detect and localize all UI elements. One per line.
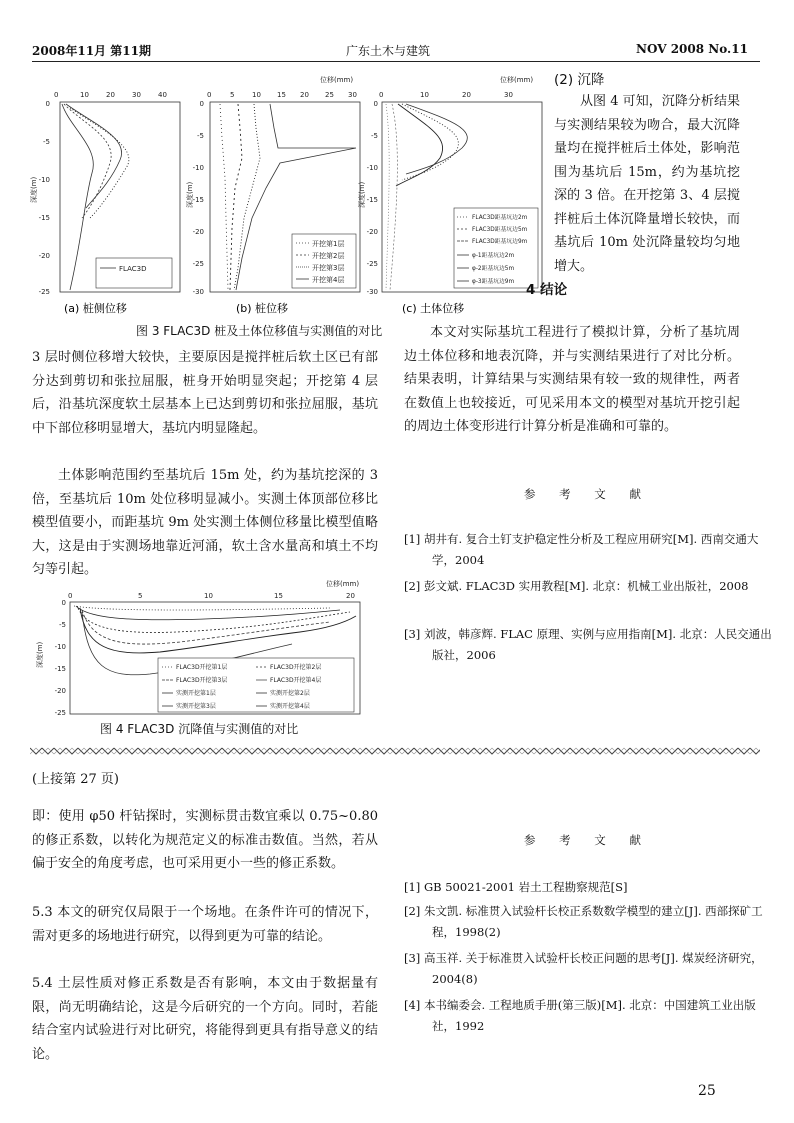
- fig3b-ytick: -30: [192, 288, 204, 296]
- section-4-heading: 4 结论: [526, 282, 568, 298]
- fig4-xtick: 10: [204, 592, 213, 600]
- reference-item: [4] 本书编委会. 工程地质手册(第三版)[M]. 北京：中国建筑工业出版社，1992: [404, 998, 756, 1033]
- fig4-xtick: 5: [138, 592, 143, 600]
- reference-item: [1] GB 50021-2001 岩土工程勘察规范[S]: [404, 880, 628, 894]
- fig3b-legend: 开挖第3层: [312, 264, 345, 272]
- fig3a-xtick: 10: [80, 91, 89, 99]
- fig3c-ytick: -15: [366, 196, 378, 204]
- fig3c-ytick: -10: [366, 164, 378, 172]
- body-paragraph-5-3: 5.3 本文的研究仅局限于一个场地。在条件许可的情况下，需对更多的场地进行研究，以得到更为可靠的结论。: [32, 905, 378, 944]
- fig3a-ytick: -15: [38, 214, 50, 222]
- fig3b-ytick: -10: [192, 164, 204, 172]
- fig3c-legend: FLAC3D距基坑边9m: [472, 239, 528, 245]
- fig3c-legend: φ-1距基坑边2m: [472, 253, 515, 259]
- fig3b-xtick: 30: [348, 91, 357, 99]
- fig3a-ytick: -10: [38, 176, 50, 184]
- fig3c-ylabel: 深度(m): [358, 181, 366, 208]
- fig4-xtick: 15: [274, 592, 283, 600]
- fig3a-ytick: -5: [43, 138, 50, 146]
- fig3a-ylabel: 深度(m): [30, 176, 38, 203]
- references-title: 参 考 文 献: [524, 487, 651, 501]
- fig3b-xtick: 15: [277, 91, 286, 99]
- fig3c-xtick: 20: [462, 91, 471, 99]
- fig3a-xtick: 40: [158, 91, 167, 99]
- figure-3: [30, 68, 550, 344]
- fig3c-legend: FLAC3D距基坑边5m: [472, 227, 528, 233]
- fig3c-ytick: -5: [371, 132, 378, 140]
- fig4-ylabel: 深度(m): [36, 641, 44, 668]
- fig3b-xtick: 25: [325, 91, 334, 99]
- fig4-legend: 实测开挖第3层: [176, 703, 216, 710]
- body-paragraph: 土体影响范围约至基坑后 15m 处，约为基坑挖深的 3 倍，至基坑后 10m 处位移明显减小。实测土体顶部位移比模型值要小，而距基坑 9m 处实测土体侧位移量比模型值略大，这是由于实测场地靠近河涌，软土含水量高和填土不均匀等引起。: [32, 468, 378, 577]
- header-journal-date: 2008年11月 第11期: [32, 44, 151, 58]
- fig3c-ytick: -20: [366, 228, 378, 236]
- fig3b-ytick: -5: [197, 132, 204, 140]
- fig4-ytick: -5: [59, 621, 66, 629]
- figure-3a-plot: [30, 91, 180, 315]
- figure-4-caption: 图 4 FLAC3D 沉降值与实测值的对比: [100, 722, 299, 736]
- fig4-ytick: -25: [54, 709, 66, 717]
- body-paragraph: 3 层时侧位移增大较快，主要原因是搅拌桩后软土区已有部分达到剪切和张拉屈服，桩身开始明显突起；开挖第 4 层后，沿基坑深度软土层基本上已达到剪切和张拉屈服，基坑中下部位移明显增大，基坑内明显隆起。: [32, 350, 378, 436]
- fig3b-xtick: 5: [230, 91, 235, 99]
- fig3a-xtick: 20: [106, 91, 115, 99]
- fig4-legend: 实测开挖第4层: [270, 703, 310, 710]
- fig4-ytick: -10: [54, 643, 66, 651]
- continued-note: (上接第 27 页): [32, 772, 119, 787]
- fig3b-ytick: -15: [192, 196, 204, 204]
- body-paragraph: 即：使用 φ50 杆钻探时，实测标贯击数宜乘以 0.75~0.80 的修正系数，以转化为规范定义的标准击数值。当然，若从偏于安全的角度考虑，也可采用更小一些的修正系数。: [32, 809, 378, 871]
- fig4-legend: 实测开挖第1层: [176, 690, 216, 697]
- fig3a-legend: FLAC3D: [119, 265, 147, 273]
- header-rule: [32, 61, 760, 62]
- conclusion-paragraph: 本文对实际基坑工程进行了模拟计算，分析了基坑周边土体位移和地表沉降，并与实测结果进行了对比分析。结果表明，计算结果与实测结果有较一致的规律性，两者在数值上也较接近，可见采用本文的模型对基坑开挖引起的周边土体变形进行计算分析是准确和可靠的。: [404, 325, 740, 434]
- fig3c-ytick: -25: [366, 260, 378, 268]
- fig3b-legend: 开挖第2层: [312, 252, 345, 260]
- fig3b-ytick: -20: [192, 228, 204, 236]
- fig4-ytick: -15: [54, 665, 66, 673]
- fig3a-ytick: -25: [38, 288, 50, 296]
- fig4-xtick: 0: [68, 592, 73, 600]
- fig3c-legend: φ-3距基坑边9m: [472, 279, 515, 285]
- subsection-settlement: (2) 沉降: [554, 72, 605, 88]
- fig3b-ylabel: 深度(m): [186, 181, 194, 208]
- page-number: 25: [698, 1083, 716, 1099]
- reference-item: [2] 彭文斌. FLAC3D 实用教程[M]. 北京：机械工业出版社，2008: [404, 579, 749, 593]
- fig3b-legend: 开挖第1层: [312, 240, 345, 248]
- header-issue: NOV 2008 No.11: [636, 42, 748, 56]
- figure-3b-plot: [185, 75, 360, 315]
- reference-item: [2] 朱文凯. 标准贯入试验杆长校正系数数学模型的建立[J]. 西部探矿工程，1998(2): [404, 904, 763, 939]
- fig3c-legend: FLAC3D距基坑边2m: [472, 215, 528, 221]
- reference-item: [3] 高玉祥. 关于标准贯入试验杆长校正问题的思考[J]. 煤炭经济研究，2004(8): [404, 951, 763, 986]
- fig3b-legend: 开挖第4层: [312, 276, 345, 284]
- reference-item: [1] 胡井有. 复合土钉支护稳定性分析及工程应用研究[M]. 西南交通大学，2004: [404, 532, 759, 567]
- section-divider: [30, 746, 760, 756]
- fig3b-xtick: 20: [300, 91, 309, 99]
- fig3a-ytick: 0: [45, 100, 50, 108]
- fig4-legend: FLAC3D开挖第1层: [176, 664, 228, 671]
- fig3a-ytick: -20: [38, 252, 50, 260]
- header-journal-name: 广东土木与建筑: [346, 44, 431, 58]
- references-title-2: 参 考 文 献: [524, 833, 651, 847]
- fig4-legend: FLAC3D开挖第4层: [270, 677, 322, 684]
- fig4-ytick: 0: [61, 599, 66, 607]
- fig4-legend: 实测开挖第2层: [270, 690, 310, 697]
- fig4-xlabel: 位移(mm): [326, 580, 360, 588]
- fig3a-xtick: 30: [132, 91, 141, 99]
- fig3c-xtick: 0: [379, 91, 384, 99]
- fig3b-xlabel: 位移(mm): [320, 76, 354, 84]
- fig3b-xtick: 10: [252, 91, 261, 99]
- figure-4: [30, 572, 370, 738]
- fig4-xtick: 20: [346, 592, 355, 600]
- fig4-legend: FLAC3D开挖第2层: [270, 664, 322, 671]
- fig3a-label: (a) 桩侧位移: [64, 302, 127, 315]
- fig3c-xlabel: 位移(mm): [500, 76, 534, 84]
- fig3c-label: (c) 土体位移: [402, 302, 465, 315]
- fig3b-ytick: 0: [199, 100, 204, 108]
- figure-3-caption: 图 3 FLAC3D 桩及土体位移值与实测值的对比: [136, 324, 383, 338]
- fig3c-xtick: 10: [420, 91, 429, 99]
- fig4-ytick: -20: [54, 687, 66, 695]
- reference-item: [3] 刘波，韩彦辉. FLAC 原理、实例与应用指南[M]. 北京：人民交通出版社，2006: [404, 627, 772, 662]
- fig3c-ytick: 0: [373, 100, 378, 108]
- fig3b-label: (b) 桩位移: [236, 302, 289, 315]
- fig3c-ytick: -30: [366, 288, 378, 296]
- fig3b-xtick: 0: [207, 91, 212, 99]
- fig3c-legend: φ-2距基坑边5m: [472, 266, 515, 272]
- fig3c-xtick: 30: [504, 91, 513, 99]
- fig4-legend: FLAC3D开挖第3层: [176, 677, 228, 684]
- fig3a-xtick: 0: [54, 91, 59, 99]
- figure-3c-plot: [357, 75, 542, 315]
- settlement-paragraph: 从图 4 可知，沉降分析结果与实测结果较为吻合，最大沉降量均在搅拌桩后土体处，影响范围为基坑后 15m，约为基坑挖深的 3 倍。在开挖第 3、4 层搅拌桩后土体沉降量增长较快，而基坑后 10m 处沉降量较均匀地增大。: [554, 94, 740, 274]
- body-paragraph-5-4: 5.4 土层性质对修正系数是否有影响，本文由于数据量有限，尚无明确结论，这是今后研究的一个方向。同时，若能结合室内试验进行对比研究，将能得到更具有指导意义的结论。: [32, 976, 378, 1062]
- fig3b-ytick: -25: [192, 260, 204, 268]
